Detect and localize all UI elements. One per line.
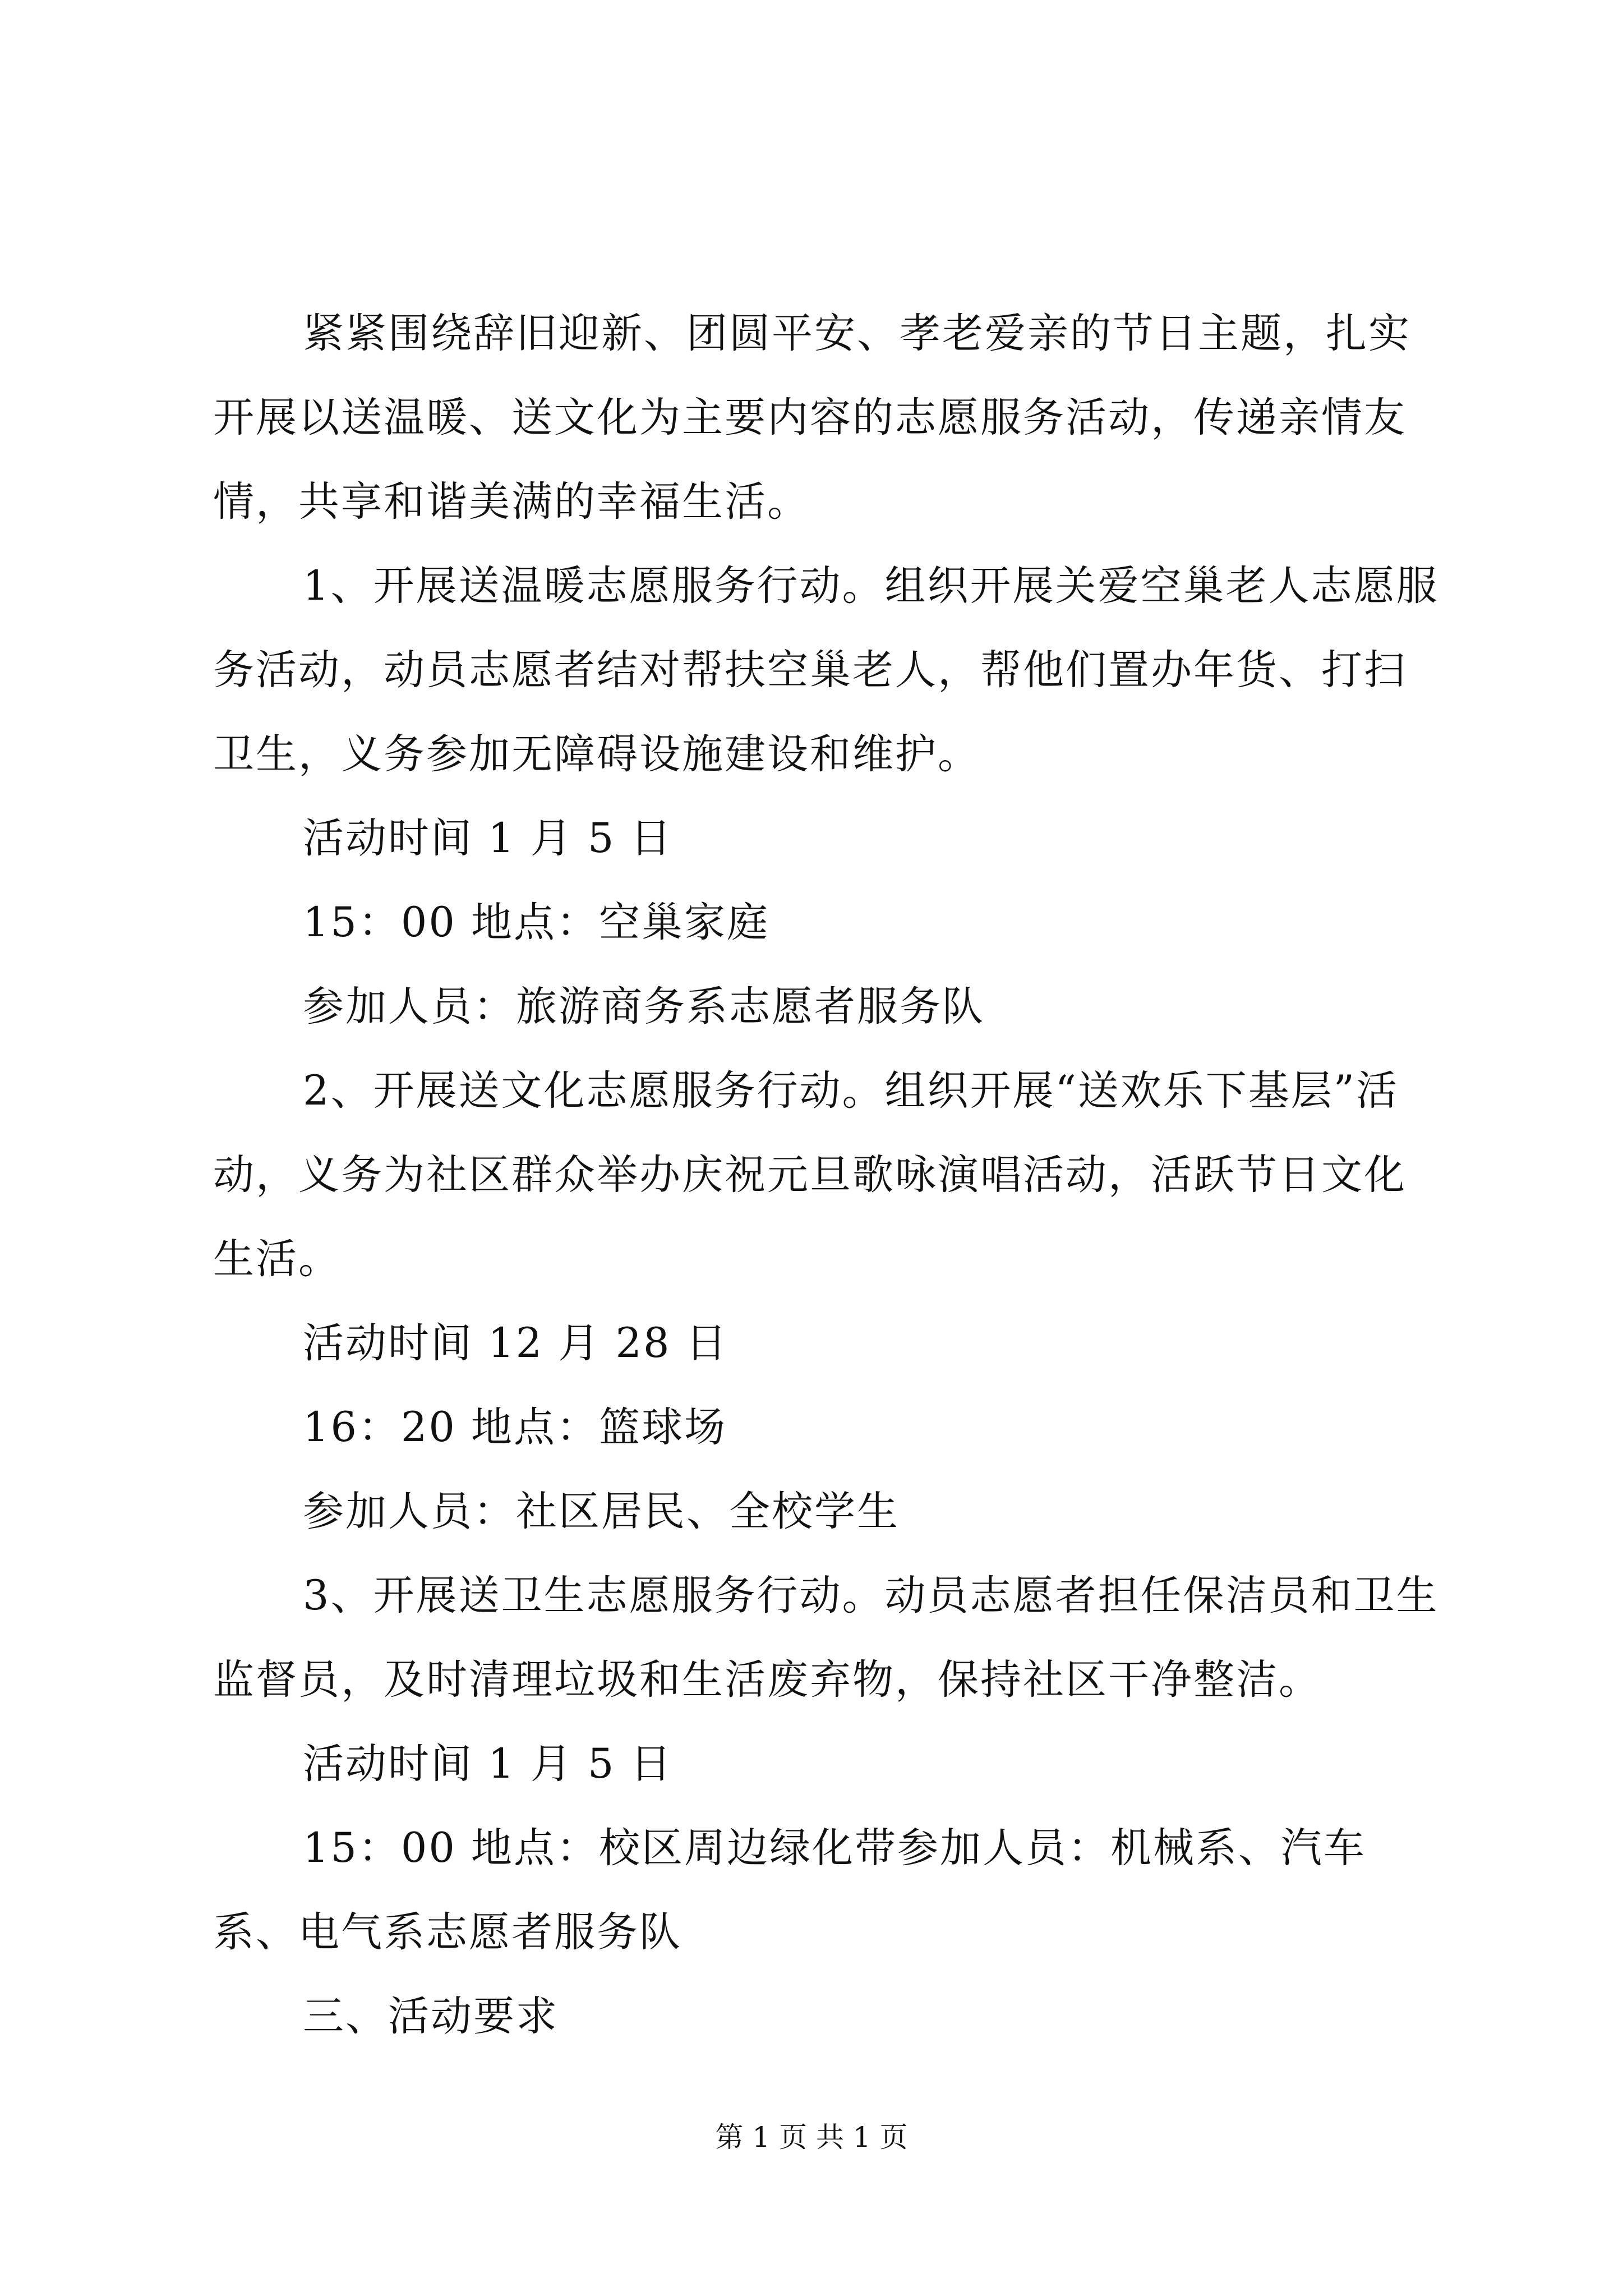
paragraph-item-1-participants: 参加人员：旅游商务系志愿者服务队 <box>303 983 985 1030</box>
page-footer: 第 1 页 共 1 页 <box>715 2121 908 2154</box>
paragraph-item-2-time: 活动时间 12 月 28 日 <box>303 1319 728 1367</box>
document-body <box>213 292 1447 2059</box>
paragraph-item-3: 3、开展送卫生志愿服务行动。动员志愿者担任保洁员和卫生监督员，及时清理垃圾和生活废弃物，保持社区干净整洁。 <box>213 1572 1439 1704</box>
paragraph-item-3-place-participants: 15：00 地点：校区周边绿化带参加人员：机械系、汽车系、电气系志愿者服务队 <box>213 1824 1366 1956</box>
paragraph-item-1: 1、开展送温暖志愿服务行动。组织开展关爱空巢老人志愿服务活动，动员志愿者结对帮扶空巢老人，帮他们置办年货、打扫卫生，义务参加无障碍设施建设和维护。 <box>213 562 1439 778</box>
paragraph-item-2-place: 16：20 地点：篮球场 <box>303 1404 727 1451</box>
paragraph-item-2: 2、开展送文化志愿服务行动。组织开展“送欢乐下基层”活动，义务为社区群众举办庆祝元旦歌咏演唱活动，活跃节日文化生活。 <box>213 1067 1407 1283</box>
paragraph-intro: 紧紧围绕辞旧迎新、团圆平安、孝老爱亲的节日主题，扎实开展以送温暖、送文化为主要内容的志愿服务活动，传递亲情友情，共享和谐美满的幸福生活。 <box>213 310 1411 526</box>
paragraph-item-2-participants: 参加人员：社区居民、全校学生 <box>303 1488 900 1535</box>
paragraph-item-1-time: 活动时间 1 月 5 日 <box>303 815 673 862</box>
section-heading-requirements: 三、活动要求 <box>303 1993 559 2040</box>
paragraph-item-1-place: 15：00 地点：空巢家庭 <box>303 899 769 946</box>
paragraph-item-3-time: 活动时间 1 月 5 日 <box>303 1740 673 1788</box>
